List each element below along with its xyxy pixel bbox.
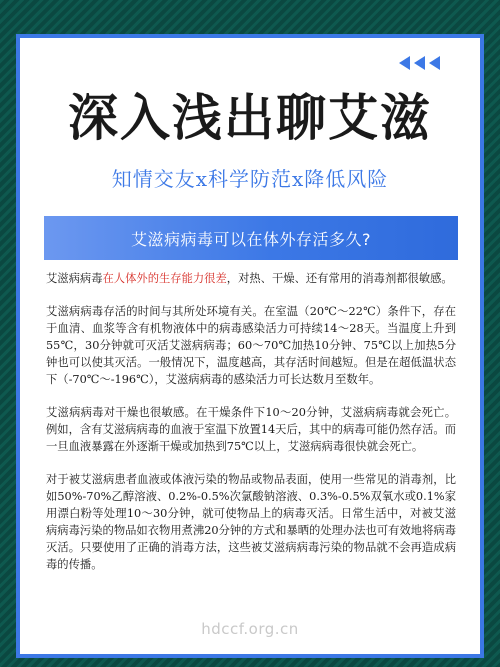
question-text: 艾滋病病毒可以在体外存活多久? (131, 229, 371, 249)
left-arrow-icon (414, 56, 425, 70)
page-title: 深入浅出聊艾滋 (68, 89, 432, 147)
page-subtitle: 知情交友x科学防范x降低风险 (111, 167, 389, 191)
paragraph-1-rest: ，对热、干燥、还有常用的消毒剂都很敏感。 (226, 272, 453, 285)
watermark: hdccf.org.cn (201, 620, 299, 638)
paragraph-4: 对于被艾滋病患者血液或体液污染的物品或物品表面，使用一些常见的消毒剂，比如50%-70%乙醇溶液、0.2%-0.5%次氯酸钠溶液、0.3%-0.5%双氧水或0.1%家用漂白粉等处理10～30分钟，就可使物品上的病毒灭活。日常生活中，对被艾滋病病毒污染的物品如衣物用煮沸20分钟的方式和暴晒的处理办法也可有效地将病毒灭活。只要使用了正确的消毒方法，这些被艾滋病病毒污染的物品就不会再造成病毒的传播。 (46, 473, 456, 571)
paragraph-3: 艾滋病病毒对干燥也很敏感。在干燥条件下10～20分钟，艾滋病病毒就会死亡。例如，含有艾滋病病毒的血液于室温下放置14天后，其中的病毒可能仍然存活。而一旦血液暴露在外逐渐干燥或加热到75℃以上，艾滋病病毒很快就会死亡。 (46, 406, 456, 453)
left-arrow-icon (429, 56, 440, 70)
content-card (16, 34, 484, 658)
paragraph-1 (46, 270, 456, 287)
paragraph-2: 艾滋病病毒存活的时间与其所处环境有关。在室温（20℃～22℃）条件下，存在于血清、血浆等含有机物液体中的病毒感染活力可持续14～28天。当温度上升到55℃，30分钟就可灭活艾滋病病毒；60～70℃加热10分钟、75℃以上加热5分钟也可以使其灭活。一般情况下，温度越高，其存活时间越短。但是在超低温状态下（-70℃～-196℃），艾滋病病毒的感染活力可长达数月至数年。 (46, 305, 456, 386)
question-banner (44, 216, 458, 260)
triple-left-arrow-icon (399, 56, 440, 70)
paragraph-1-intro: 艾滋病病毒 (46, 272, 103, 285)
article-body (46, 270, 456, 589)
left-arrow-icon (399, 56, 410, 70)
highlight-text: 在人体外的生存能力很差 (102, 272, 227, 285)
